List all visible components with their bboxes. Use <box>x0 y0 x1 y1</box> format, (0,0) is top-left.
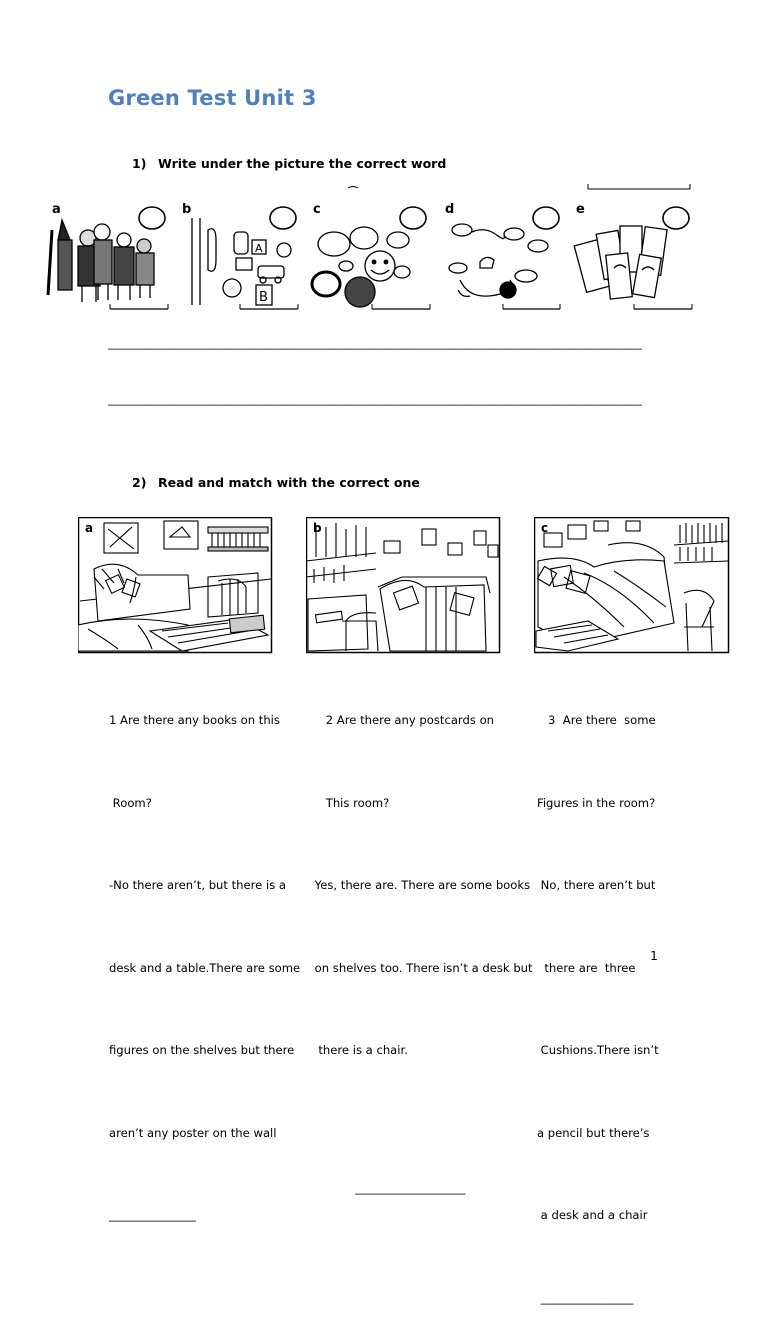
question-1-number: 1) <box>132 156 147 171</box>
room-2-line: there is a chair. <box>311 1043 408 1057</box>
page-number: 1 <box>650 948 658 963</box>
room-3-line: No, there aren’t but <box>537 878 656 892</box>
question-1-heading <box>132 156 446 171</box>
room-3-line: there are three <box>537 960 636 975</box>
room-3-line: a pencil but there’s <box>537 1125 650 1140</box>
picture-label-c: c <box>313 202 321 217</box>
cards-picture <box>574 226 667 299</box>
question-2-heading <box>132 475 420 490</box>
question-1-instruction: Write under the picture the correct word <box>158 156 447 171</box>
svg-text:A: A <box>255 242 263 255</box>
answer-circle-d <box>533 207 559 229</box>
badges-picture <box>312 227 410 307</box>
room-description-3 <box>537 652 659 1340</box>
picture-label-b: b <box>182 202 192 217</box>
room-description-2 <box>311 652 533 1230</box>
svg-text:B: B <box>259 290 268 305</box>
page-title: Green Test Unit 3 <box>108 86 317 110</box>
room-label-b: b <box>313 521 322 535</box>
room-2-answer-blank[interactable]: ___________________ <box>311 1180 466 1195</box>
room-2-line: This room? <box>311 795 390 810</box>
answer-circle-a <box>139 207 165 229</box>
room-3-line: a desk and a chair <box>537 1208 648 1222</box>
alphabet-toys-picture <box>192 218 291 305</box>
room-2-line: 2 Are there any postcards on <box>311 713 495 727</box>
room-3-line: 3 Are there some <box>537 713 656 727</box>
room-picture-b <box>306 517 501 654</box>
room-1-answer-blank[interactable]: _______________ <box>109 1208 196 1222</box>
answer-circle-b <box>270 207 296 229</box>
room-1-line: aren’t any poster on the wall <box>109 1125 277 1140</box>
answer-line-2[interactable]: ________________________________________________________________________________ <box>108 392 642 406</box>
room-1-line: Room? <box>109 795 152 810</box>
room-label-a: a <box>85 521 94 535</box>
room-1-line: 1 Are there any books on this <box>109 713 280 727</box>
room-description-1 <box>109 652 300 1257</box>
answer-circle-c <box>400 207 426 229</box>
room-1-line: desk and a table.There are some <box>109 960 301 975</box>
room-label-c: c <box>541 521 549 535</box>
monsters-picture <box>48 220 154 302</box>
room-2-line: Yes, there are. There are some books <box>311 878 531 892</box>
room-picture-a <box>78 517 273 654</box>
picture-label-d: d <box>445 202 455 217</box>
room-2-line: on shelves too. There isn’t a desk but <box>311 960 533 975</box>
picture-label-a: a <box>52 202 61 217</box>
answer-line-1[interactable]: ________________________________________________________________________________ <box>108 336 642 350</box>
room-picture-c <box>534 517 730 654</box>
chains-picture <box>449 224 548 298</box>
question-2-instruction: Read and match with the correct one <box>158 475 420 490</box>
room-1-line: -No there aren’t, but there is a <box>109 878 287 892</box>
room-3-answer-blank[interactable]: ________________ <box>537 1290 634 1305</box>
question-2-number: 2) <box>132 475 147 490</box>
room-1-line: figures on the shelves but there <box>109 1043 295 1057</box>
room-3-line: Figures in the room? <box>537 795 656 810</box>
picture-label-e: e <box>576 202 585 217</box>
room-3-line: Cushions.There isn’t <box>537 1043 659 1057</box>
answer-circle-e <box>663 207 689 229</box>
vocabulary-pictures <box>40 180 700 315</box>
